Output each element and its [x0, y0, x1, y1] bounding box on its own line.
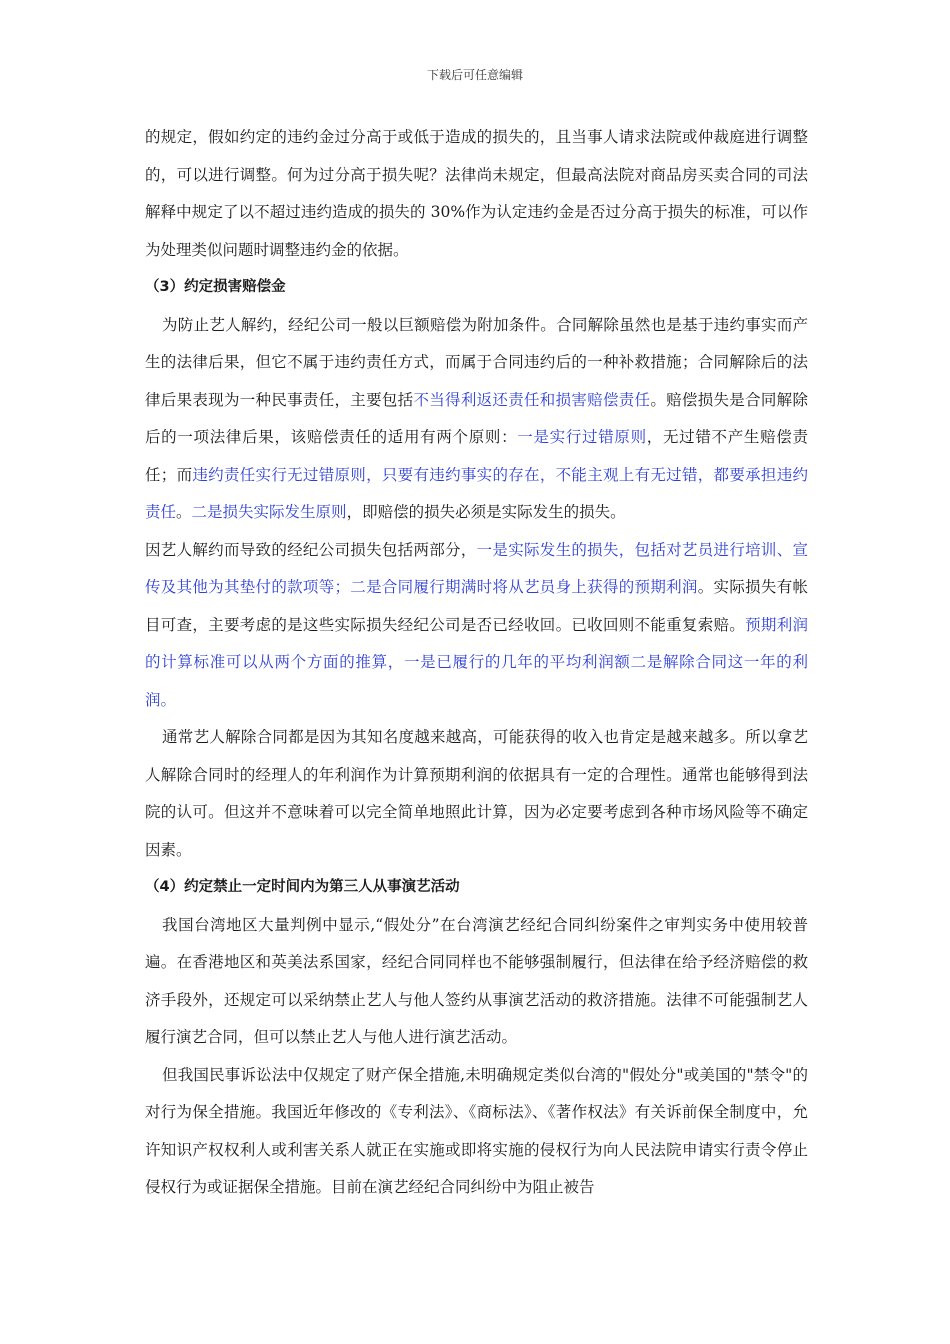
paragraph [145, 307, 808, 532]
text-segment: 通常艺人解除合同都是因为其知名度越来越高，可能获得的收入也肯定是越来越多。所以拿艺人解除合同时的经理人的年利润作为计算预期利润的依据具有一定的合理性。通常也能够得到法院的认可。但这并不意味着可以完全简单地照此计算，因为必定要考虑到各种市场风险等不确定因素。 [145, 728, 808, 859]
highlighted-text: 不当得利返还责任和损害赔偿责任 [413, 390, 651, 409]
document-body [145, 119, 808, 1207]
text-segment: ，无过错不产生赔偿责任；而 [145, 428, 808, 484]
text-segment: 。实际损失有帐目可查，主要考虑的是这些实际损失经纪公司是否已经收回。已收回则不能重复索赔。 [145, 578, 808, 634]
section-heading: （4）约定禁止一定时间内为第三人从事演艺活动 [145, 879, 460, 895]
text-segment: 的规定，假如约定的违约金过分高于或低于造成的损失的，且当事人请求法院或仲裁庭进行调整的，可以进行调整。何为过分高于损失呢？法律尚未规定，但最高法院对商品房买卖合同的司法解释中规定了以不超过违约造成的损失的 30%作为认定违约金是否过分高于损失的标准，可以作为处理类似问题时调整违约金的依据。 [145, 128, 808, 259]
highlighted-text: 一是实际发生的损失，包括对艺员进行培训、宣传及其他为其垫付的款项等；二是合同履行期满时将从艺员身上获得的预期利润 [145, 540, 808, 596]
highlighted-text: 一是实行过错原则 [517, 428, 647, 446]
highlighted-text: 预期利润的计算标准可以从两个方面的推算，一是已履行的几年的平均利润额二是解除合同这一年的利润。 [145, 615, 808, 709]
text-segment: 。 [176, 503, 192, 521]
text-segment: 我国台湾地区大量判例中显示,“假处分”在台湾演艺经纪合同纠纷案件之审判实务中使用较普遍。在香港地区和英美法系国家，经纪合同同样也不能够强制履行，但法律在给予经济赔偿的救济手段外，还规定可以采纳禁止艺人与他人签约从事演艺活动的救济措施。法律不可能强制艺人履行演艺合同，但可以禁止艺人与他人进行演艺活动。 [145, 915, 808, 1046]
section-heading: （3）约定损害赔偿金 [145, 279, 286, 295]
paragraph [145, 719, 808, 869]
text-segment: 但我国民事诉讼法中仅规定了财产保全措施,未明确规定类似台湾的"假处分"或美国的"禁令"的对行为保全措施。我国近年修改的《专利法》、《商标法》、《著作权法》有关诉前保全制度中，允许知识产权权利人或利害关系人就正在实施或即将实施的侵权行为向人民法院申请实行责令停止侵权行为或证据保全措施。目前在演艺经纪合同纠纷中为阻止被告 [145, 1065, 808, 1196]
paragraph [145, 119, 808, 269]
text-segment: 。赔偿损失是合同解除后的一项法律后果，该赔偿责任的适用有两个原则： [145, 390, 808, 446]
paragraph [145, 532, 808, 720]
highlighted-text: 损失实际发生原则 [222, 503, 347, 521]
text-segment: 因艺人解约而导致的经纪公司损失包括两部分， [145, 540, 477, 559]
highlighted-text: 违约责任实行无过错原则，只要有违约事实的存在，不能主观上有无过错，都要承担违约责任 [145, 465, 808, 521]
text-segment: 为防止艺人解约，经纪公司一般以巨额赔偿为附加条件。合同解除虽然也是基于违约事实而产生的法律后果，但它不属于违约责任方式，而属于合同违约后的一种补救措施；合同解除后的法律后果表现为一种民事责任，主要包括 [145, 315, 808, 409]
text-segment: ，即赔偿的损失必须是实际发生的损失。 [346, 503, 626, 521]
page-header: 下载后可任意编辑 [426, 68, 523, 82]
paragraph [145, 1057, 808, 1207]
paragraph [145, 907, 808, 1057]
highlighted-text: 二是 [191, 503, 223, 521]
